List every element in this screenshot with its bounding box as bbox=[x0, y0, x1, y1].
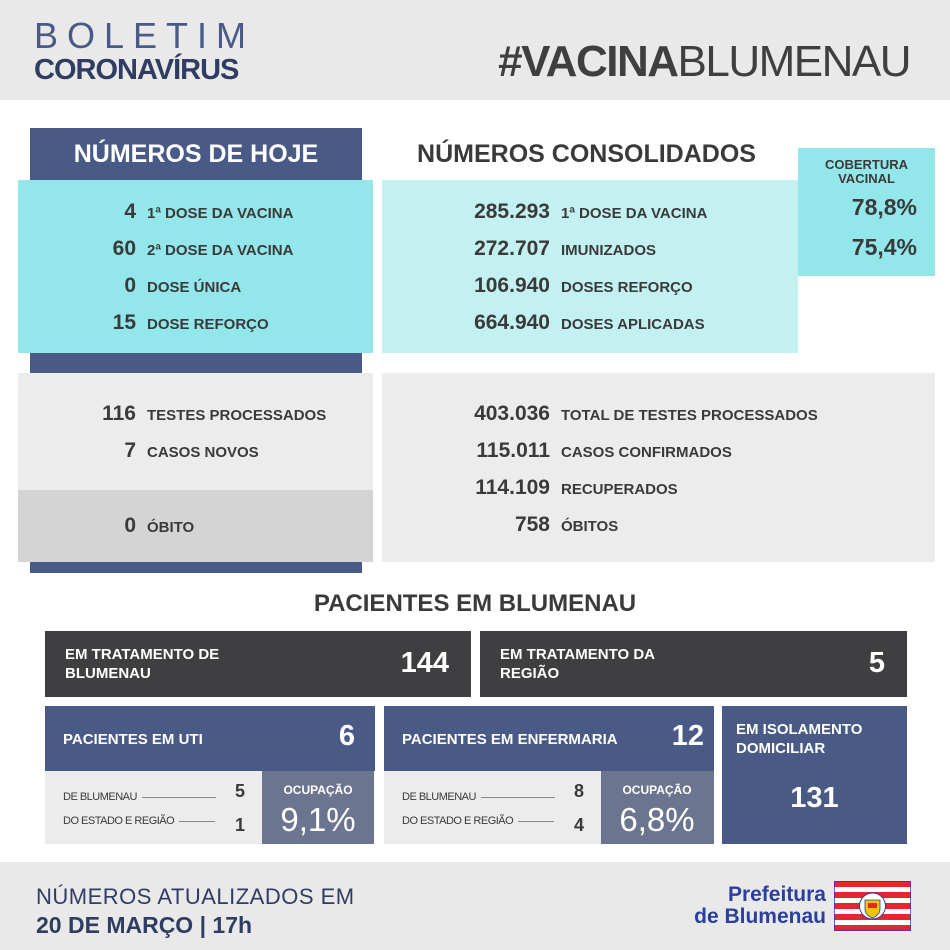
today-vaccine-row bbox=[18, 200, 293, 224]
uti-value: 6 bbox=[338, 720, 355, 752]
updated-label: NÚMEROS ATUALIZADOS EM bbox=[36, 884, 355, 909]
hashtag-vacinablumenau bbox=[498, 38, 910, 86]
ward-occupancy-box bbox=[601, 771, 714, 844]
consolidated-vaccine-row bbox=[382, 274, 693, 298]
today-vaccine-row bbox=[18, 311, 269, 335]
consolidated-vaccine-value: 664.940 bbox=[474, 311, 550, 334]
consolidated-vaccine-label: 1ª DOSE DA VACINA bbox=[561, 205, 708, 222]
ward-from-blumenau-row bbox=[402, 791, 555, 803]
ward-occupancy-label: OCUPAÇÃO bbox=[622, 783, 692, 797]
treatment-blumenau-value: 144 bbox=[400, 647, 449, 679]
uti-from-state-value: 1 bbox=[235, 815, 246, 835]
consolidated-tests-value: 115.011 bbox=[476, 439, 550, 462]
consolidated-tests-row bbox=[382, 476, 678, 500]
uti-from-state-row bbox=[63, 815, 215, 827]
today-cases-label: CASOS NOVOS bbox=[147, 444, 259, 461]
consolidated-vaccine-row bbox=[382, 311, 705, 335]
today-vaccine-label: DOSE ÚNICA bbox=[147, 279, 242, 296]
consolidated-vaccine-label: IMUNIZADOS bbox=[561, 242, 656, 259]
dotted-leader bbox=[179, 821, 215, 822]
consolidated-vaccine-value: 285.293 bbox=[474, 200, 550, 223]
home-isolation-value: 131 bbox=[790, 782, 839, 814]
consolidated-vaccine-label: DOSES APLICADAS bbox=[561, 316, 705, 333]
ward-from-blumenau-value: 8 bbox=[574, 781, 585, 801]
home-isolation-label: EM ISOLAMENTO DOMICILIAR bbox=[736, 721, 863, 757]
home-isolation-box bbox=[722, 706, 907, 844]
today-tests-row bbox=[18, 402, 326, 426]
header bbox=[0, 0, 950, 100]
today-title: NÚMEROS DE HOJE bbox=[73, 140, 319, 168]
consolidated-vaccine-value: 106.940 bbox=[474, 274, 550, 297]
consolidated-title: NÚMEROS CONSOLIDADOS bbox=[417, 140, 756, 168]
today-deaths-value: 0 bbox=[124, 514, 136, 537]
blumenau-flag-icon bbox=[834, 881, 911, 931]
coverage-title: COBERTURA VACINAL bbox=[824, 157, 909, 186]
uti-label: PACIENTES EM UTI bbox=[63, 731, 203, 748]
consolidated-tests-row bbox=[382, 439, 732, 463]
uti-breakdown bbox=[45, 771, 262, 844]
updated-date: 20 DE MARÇO | 17h bbox=[36, 912, 253, 938]
uti-occupancy-value: 9,1% bbox=[280, 801, 356, 838]
treatment-region-value: 5 bbox=[868, 647, 885, 679]
coverage-immunized: 75,4% bbox=[851, 234, 917, 260]
ward-box bbox=[384, 706, 714, 771]
today-vaccine-value: 60 bbox=[112, 237, 136, 260]
today-vaccine-row bbox=[18, 237, 293, 261]
uti-occupancy-label: OCUPAÇÃO bbox=[283, 783, 353, 797]
dotted-leader bbox=[518, 821, 554, 822]
consolidated-tests-label: TOTAL DE TESTES PROCESSADOS bbox=[561, 407, 818, 424]
today-vaccine-row bbox=[18, 274, 241, 298]
hashtag-thin: BLUMENAU bbox=[677, 37, 910, 86]
today-tests-panel bbox=[18, 373, 373, 490]
ward-occupancy-value: 6,8% bbox=[619, 801, 695, 838]
hashtag-bold: #VACINA bbox=[498, 37, 678, 86]
prefeitura-line2: de Blumenau bbox=[694, 905, 826, 928]
today-cases-value: 7 bbox=[124, 439, 136, 462]
prefeitura-logo-text bbox=[694, 884, 826, 928]
boletim-title: BOLETIM bbox=[34, 15, 256, 56]
today-deaths-label: ÓBITO bbox=[147, 519, 195, 536]
prefeitura-line1: Prefeitura bbox=[727, 883, 826, 906]
treatment-blumenau-label: EM TRATAMENTO DE BLUMENAU bbox=[65, 646, 220, 682]
uti-occupancy-box bbox=[262, 771, 374, 844]
coverage-first-dose: 78,8% bbox=[851, 194, 917, 220]
ward-breakdown bbox=[384, 771, 601, 844]
consolidated-tests-label: RECUPERADOS bbox=[561, 481, 678, 498]
today-tests-label: TESTES PROCESSADOS bbox=[147, 407, 327, 424]
consolidated-tests-label: ÓBITOS bbox=[561, 518, 619, 535]
dotted-leader bbox=[481, 797, 555, 798]
today-vaccine-label: DOSE REFORÇO bbox=[147, 316, 269, 333]
ward-from-state-row bbox=[402, 815, 554, 827]
patients-title: PACIENTES EM BLUMENAU bbox=[313, 590, 637, 617]
ward-from-blumenau-label: DE BLUMENAU bbox=[402, 791, 476, 803]
today-vaccine-value: 15 bbox=[112, 311, 136, 334]
footer bbox=[0, 862, 950, 950]
consolidated-vaccine-row bbox=[382, 200, 707, 224]
today-deaths-row bbox=[18, 514, 194, 538]
dotted-leader bbox=[142, 797, 216, 798]
consolidated-tests-label: CASOS CONFIRMADOS bbox=[561, 444, 732, 461]
consolidated-tests-value: 114.109 bbox=[475, 476, 550, 499]
consolidated-tests-value: 403.036 bbox=[474, 402, 550, 425]
consolidated-vaccine-label: DOSES REFORÇO bbox=[561, 279, 693, 296]
treatment-region-label: EM TRATAMENTO DA REGIÃO bbox=[500, 646, 655, 682]
uti-from-blumenau-value: 5 bbox=[235, 781, 246, 801]
today-vaccine-value: 0 bbox=[124, 274, 136, 297]
ward-label: PACIENTES EM ENFERMARIA bbox=[402, 731, 618, 748]
ward-value: 12 bbox=[671, 720, 704, 752]
consolidated-tests-row bbox=[382, 513, 618, 537]
ward-from-state-label: DO ESTADO E REGIÃO bbox=[402, 815, 514, 827]
treatment-blumenau-box bbox=[45, 631, 471, 697]
today-tests-value: 116 bbox=[102, 402, 136, 425]
consolidated-tests-row bbox=[382, 402, 818, 426]
today-vaccine-label: 1ª DOSE DA VACINA bbox=[147, 205, 294, 222]
uti-box bbox=[45, 706, 375, 771]
coverage-box bbox=[798, 148, 935, 276]
uti-from-blumenau-row bbox=[63, 791, 216, 803]
today-vaccine-value: 4 bbox=[124, 200, 136, 223]
coronavirus-title: CORONAVÍRUS bbox=[34, 54, 239, 86]
today-cases-row bbox=[18, 439, 259, 463]
uti-from-blumenau-label: DE BLUMENAU bbox=[63, 791, 137, 803]
consolidated-vaccine-value: 272.707 bbox=[474, 237, 550, 260]
consolidated-tests-value: 758 bbox=[514, 513, 550, 536]
uti-from-state-label: DO ESTADO E REGIÃO bbox=[63, 815, 175, 827]
treatment-region-box bbox=[480, 631, 907, 697]
ward-from-state-value: 4 bbox=[574, 815, 585, 835]
consolidated-vaccine-row bbox=[382, 237, 656, 261]
today-vaccine-label: 2ª DOSE DA VACINA bbox=[147, 242, 294, 259]
